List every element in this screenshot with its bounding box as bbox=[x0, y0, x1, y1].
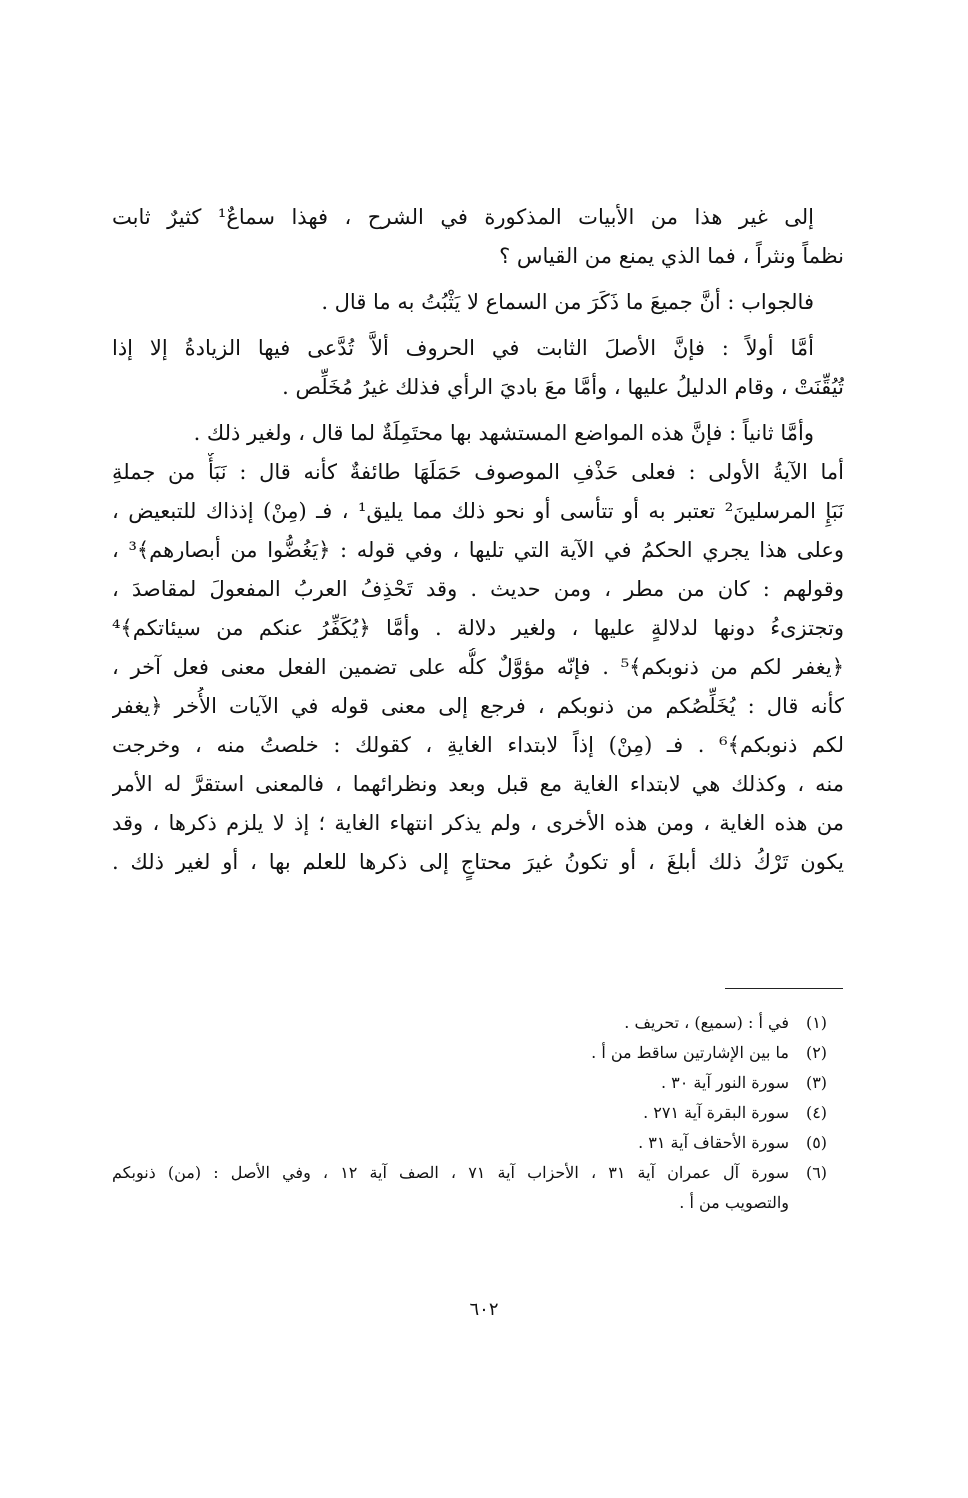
footnote-text: ما بين الإشارتين ساقط من أ . bbox=[591, 1043, 789, 1062]
footnote-text: في أ : (سميع) ، تحريف . bbox=[624, 1013, 789, 1032]
footnote bbox=[112, 1098, 844, 1128]
footnote-number: (٦) bbox=[805, 1163, 828, 1182]
main-text bbox=[112, 198, 844, 882]
text-line: أما الآيةُ الأولى : فعلى حَذْفِ الموصوف حَمَلَهَا طائفةٌ كأنه قال : نَبَأٌ من جملةِ bbox=[112, 460, 844, 484]
footnote-text: والتصويب من أ . bbox=[679, 1193, 789, 1212]
footnote-number: (١) bbox=[805, 1013, 828, 1032]
footnote-text: سورة الأحقاف آية ٣١ . bbox=[638, 1133, 789, 1152]
footnote bbox=[112, 1068, 844, 1098]
text-line: فالجواب : أنَّ جميعَ ما ذَكَرَ من السماع لا يَثْبُتُ به ما قال . bbox=[321, 290, 814, 314]
text-line: وأمَّا ثانياً : فإنَّ هذه المواضع المستشهد بها محتَمِلَةٌ لما قال ، ولغير ذلك . bbox=[193, 421, 814, 445]
text-line: وعلى هذا يجري الحكمُ في الآية التي تليها ، وفي قوله : ﴿يَغُضُّوا من أبصارهم﴾³ ، bbox=[112, 538, 844, 562]
text-line: لكم ذنوبكم﴾⁶ . فـ (مِنْ) إذاً لابتداء الغايةِ ، كقولك : خلصتُ منه ، وخرجت bbox=[112, 733, 844, 757]
footnote-divider bbox=[725, 988, 843, 989]
footnote bbox=[112, 1158, 844, 1188]
footnote-number: (٤) bbox=[805, 1103, 828, 1122]
footnote bbox=[112, 1128, 844, 1158]
footnote-text: سورة البقرة آية ٢٧١ . bbox=[643, 1103, 789, 1122]
text-line: كأنه قال : يُخَلِّصُكم من ذنوبكم ، فرجع إلى معنى قوله في الآيات الأُخر ﴿يغفر bbox=[112, 694, 844, 718]
text-line: أمَّا أولاً : فإنَّ الأصلَ الثابت في الحروف ألاَّ تُدَّعى فيها الزيادةُ إلا إذا bbox=[112, 336, 814, 360]
text-line: منه ، وكذلك هي لابتداء الغاية مع قبل وبعد ونظرائهما ، فالمعنى استقرَّ له الأمر bbox=[112, 772, 844, 796]
text-line: تُيُقِّنَتْ ، وقام الدليلُ عليها ، وأمَّا معَ باديَ الرأي فذلك غيرُ مُخَلِّص . bbox=[282, 375, 844, 399]
footnote-number: (٥) bbox=[805, 1133, 828, 1152]
text-line: إلى غير هذا من الأبيات المذكورة في الشرح ، فهذا سماعٌ¹ كثيرٌ ثابت bbox=[112, 205, 814, 229]
footnote-number: (٣) bbox=[805, 1073, 828, 1092]
text-line: وتجتزىءُ دونها لدلالةٍ عليها ، ولغير دلالة . وأمَّا ﴿يُكَفِّرُ عنكم من سيئاتكم﴾⁴ bbox=[112, 616, 844, 640]
text-line: نظماً ونثراً ، فما الذي يمنع من القياس ؟ bbox=[499, 244, 844, 268]
page-number: ٦٠٢ bbox=[469, 1299, 499, 1320]
text-line: نَبَإِ المرسلينَ² تعتبر به أو تتأسى أو نحو ذلك مما يليق¹ ، فـ (مِنْ) إذذاك للتبعيض ، bbox=[112, 499, 844, 523]
footnote-continuation bbox=[112, 1188, 844, 1218]
footnote bbox=[112, 1008, 844, 1038]
footnote-text: سورة آل عمران آية ٣١ ، الأحزاب آية ٧١ ، الصف آية ١٢ ، وفي الأصل : (من) ذنوبكم bbox=[112, 1163, 789, 1182]
footnote-text: سورة النور آية ٣٠ . bbox=[660, 1073, 789, 1092]
text-line: من هذه الغاية ، ومن هذه الأخرى ، ولم يذكر انتهاء الغاية ؛ إذ لا يلزم ذكرها ، وقد bbox=[112, 811, 844, 835]
footnotes bbox=[112, 1008, 844, 1218]
text-line: يكون تَرْكُ ذلك أبلغَ ، أو تكونُ غيرَ محتاجٍ إلى ذكرها للعلم بها ، أو لغير ذلك . bbox=[112, 850, 844, 874]
footnote bbox=[112, 1038, 844, 1068]
text-line: ﴿يغفر لكم من ذنوبكم﴾⁵ . فإنّه مؤوَّلٌ كلُّه على تضمين الفعل معنى فعل آخر ، bbox=[112, 655, 844, 679]
text-line: وقولهم : كان من مطر ، ومن حديث . وقد تَحْذِفُ العربُ المفعولَ لمقاصدَ ، bbox=[112, 577, 844, 601]
footnote-number: (٢) bbox=[805, 1043, 828, 1062]
